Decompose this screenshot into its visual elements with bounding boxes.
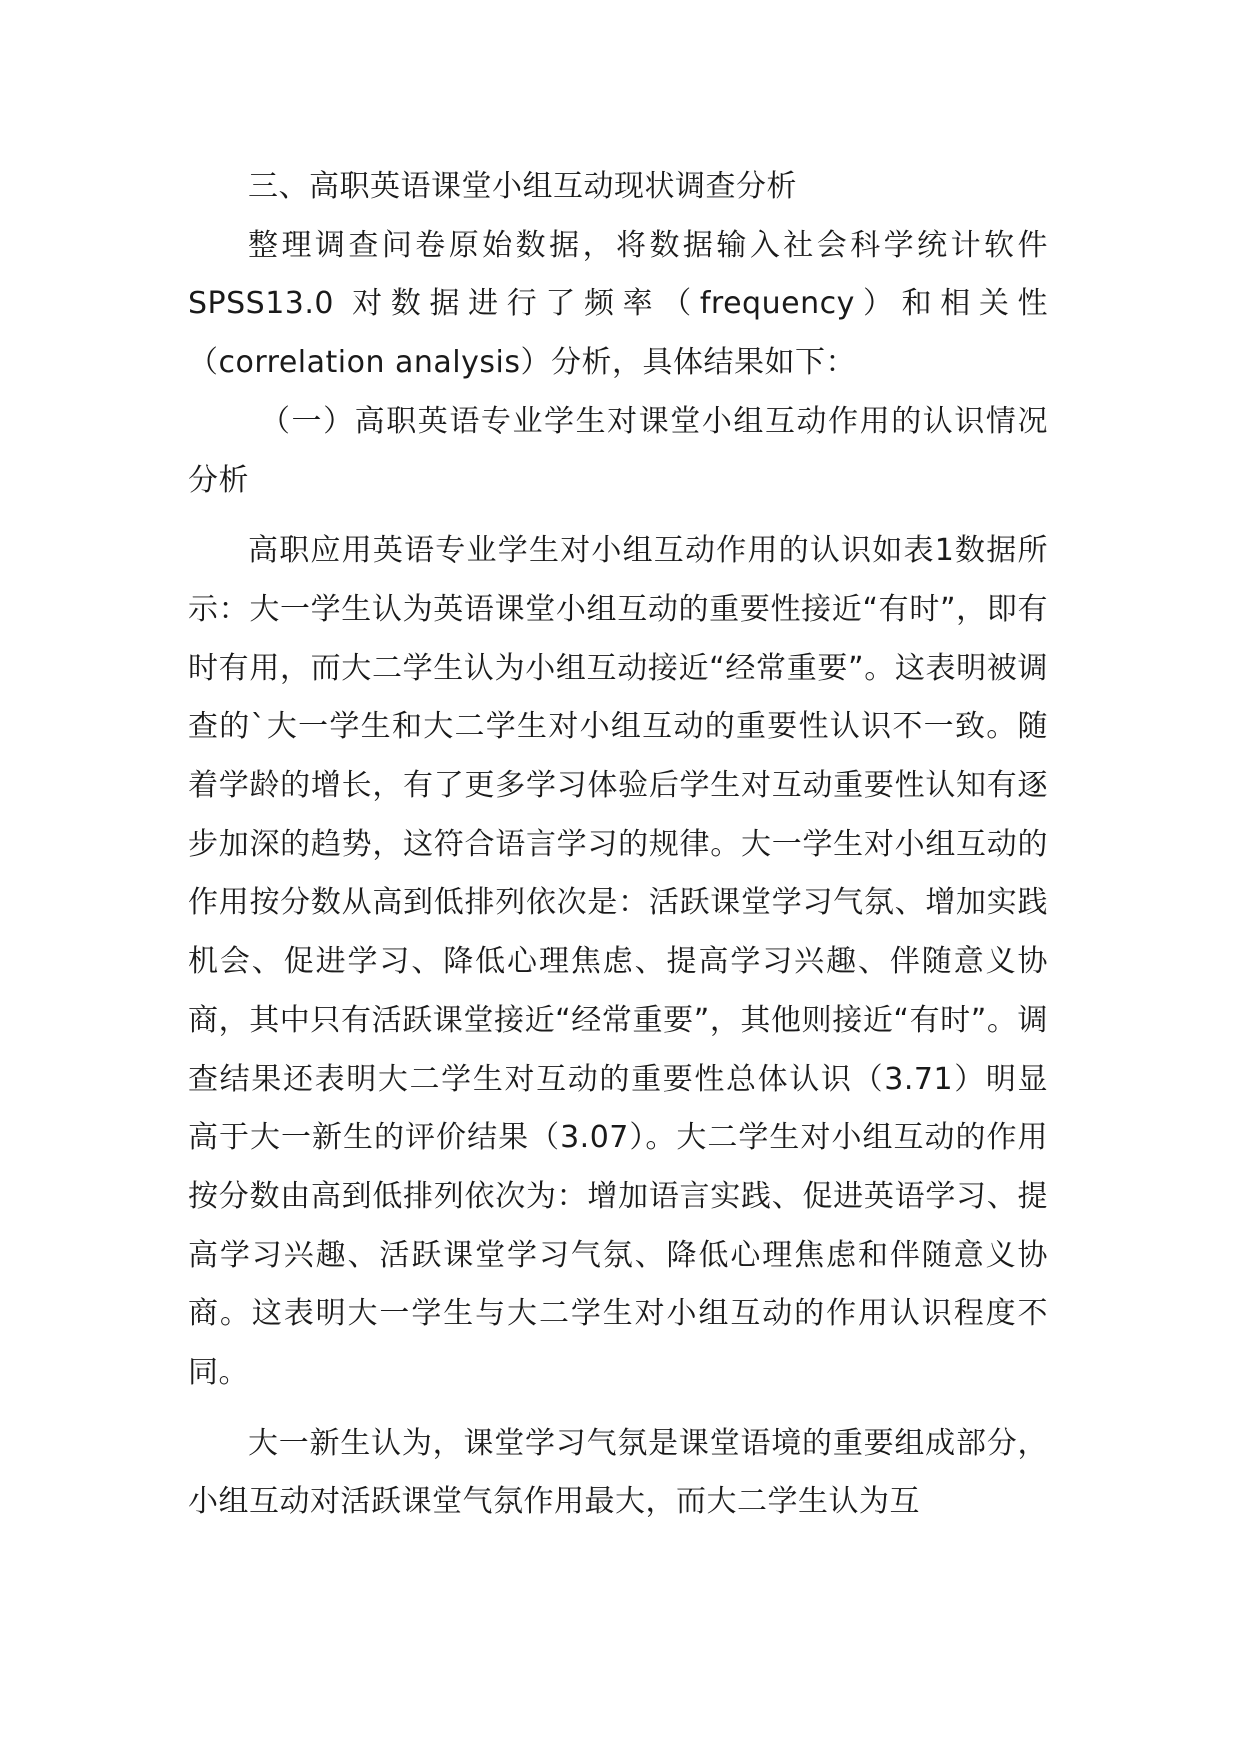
paragraph-continued: 大一新生认为，课堂学习气氛是课堂语境的重要组成部分，小组互动对活跃课堂气氛作用最大，而大二学生认为互 [188, 1425, 1048, 1520]
section-heading: 三、高职英语课堂小组互动现状调查分析 [248, 169, 797, 204]
paragraph-spacer [188, 510, 1048, 522]
subsection-heading: （一）高职英语专业学生对课堂小组互动作用的认识情况分析 [188, 403, 1048, 498]
paragraph-spacer [188, 1403, 1048, 1415]
document-body [188, 158, 1048, 1532]
paragraph-intro: 整理调查问卷原始数据，将数据输入社会科学统计软件SPSS13.0 对数据进行了频率（frequency）和相关性（correlation analysis）分析，具体结果如下： [188, 227, 1048, 381]
paragraph-analysis: 高职应用英语专业学生对小组互动作用的认识如表1数据所示：大一学生认为英语课堂小组互动的重要性接近“有时”，即有时有用，而大二学生认为小组互动接近“经常重要”。这表明被调查的`大一学生和大二学生对小组互动的重要性认识不一致。随着学龄的增长，有了更多学习体验后学生对互动重要性认知有逐步加深的趋势，这符合语言学习的规律。大一学生对小组互动的作用按分数从高到低排列依次是：活跃课堂学习气氛、增加实践机会、促进学习、降低心理焦虑、提高学习兴趣、伴随意义协商，其中只有活跃课堂接近“经常重要”，其他则接近“有时”。调查结果还表明大二学生对互动的重要性总体认识（3.71）明显高于大一新生的评价结果（3.07）。大二学生对小组互动的作用按分数由高到低排列依次为：增加语言实践、促进英语学习、提高学习兴趣、活跃课堂学习气氛、降低心理焦虑和伴随意义协商。这表明大一学生与大二学生对小组互动的作用认识程度不同。 [188, 533, 1048, 1391]
